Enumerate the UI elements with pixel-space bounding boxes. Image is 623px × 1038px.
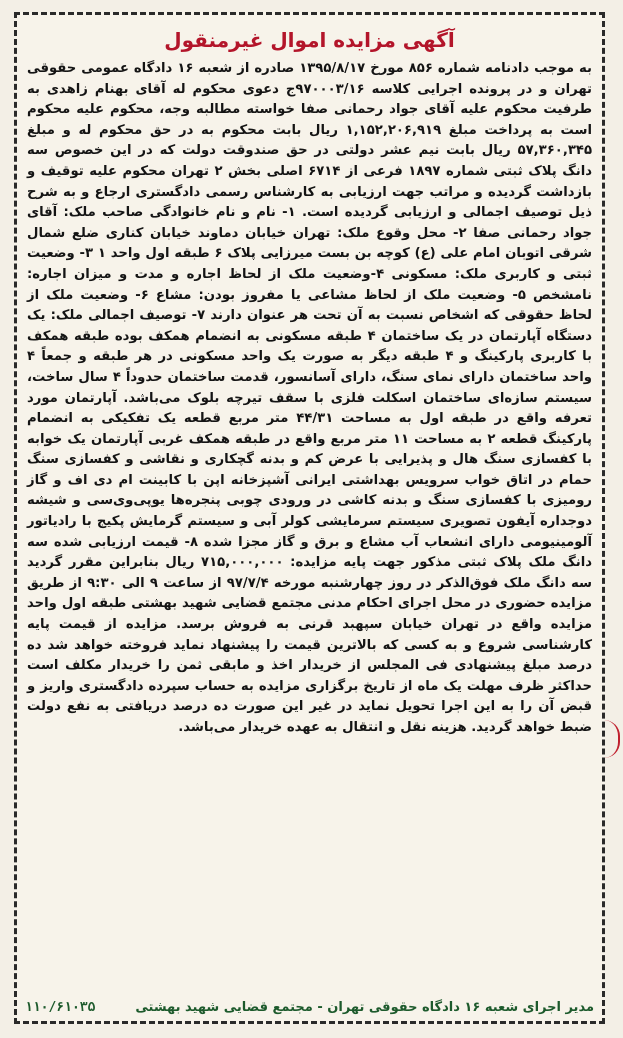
- red-margin-mark: [604, 720, 620, 758]
- legal-notice-box: [14, 12, 605, 1024]
- notice-code: ۱۱۰/۶۱۰۳۵: [25, 1000, 96, 1015]
- notice-signature: مدیر اجرای شعبه ۱۶ دادگاه حقوقی تهران - مجتمع قضایی شهید بهشتی: [135, 1000, 594, 1015]
- notice-body: به موجب دادنامه شماره ۸۵۶ مورخ ۱۳۹۵/۸/۱۷ صادره از شعبه ۱۶ دادگاه عمومی حقوقی تهران و در پرونده اجرایی کلاسه ۹۷۰۰۰۳/۱۶ج دعوی محکوم له آقای بهنام زاهدی به طرفیت محکوم علیه آقای جواد رحمانی صفا خواسته مطالبه وجه، محکوم علیه محکوم است به پرداخت مبلغ ۱,۱۵۲,۲۰۶,۹۱۹ ریال بابت محکوم به در حق محکوم له و مبلغ ۵۷,۳۶۰,۳۴۵ ریال بابت نیم عشر دولتی در حق صندوقت دولت که در این خصوص سه دانگ پلاک ثبتی شماره ۱۸۹۷ فرعی از ۶۷۱۴ اصلی بخش ۲ تهران محکوم علیه توقیف و بازداشت گردیده و مراتب جهت ارزیابی به کارشناس رسمی دادگستری ارجاع و به شرح ذیل توصیف اجمالی و ارزیابی گردیده است. ۱- نام و نام خانوادگی صاحب ملک: آقای جواد رحمانی صفا ۲- محل وقوع ملک: تهران خیابان دماوند خیابان کناری ضلع شمال شرقی اتوبان امام علی (ع) کوچه بن بست میرزایی پلاک ۶ طبقه اول واحد ۱ ۳- وضعیت ثبتی و کاربری ملک: مسکونی ۴-وضعیت ملک از لحاظ اجاره و مدت و میزان اجاره: نامشخص ۵- وضعیت ملک از لحاظ مشاعی یا مفروز بودن: مشاع ۶- وضعیت ملک از لحاظ حقوقی که اشخاص نسبت به آن تحت هر عنوان دارند ۷- توصیف اجمالی ملک: یک دستگاه آپارتمان در یک ساختمان ۴ طبقه مسکونی به انضمام همکف بوده طبقه همکف با کاربری پارکینگ و ۴ طبقه دیگر به صورت یک واحد مسکونی در هر طبقه و جمعاً ۴ واحد ساختمان دارای نمای سنگ، دارای آسانسور، قدمت ساختمان حدوداً ۴ سال ساخت، سیستم سازه‌ای ساختمان اسکلت فلزی با سقف تیرچه بلوک می‌باشد. آپارتمان مورد تعرفه واقع در طبقه اول به مساحت ۴۴/۳۱ متر مربع قطعه یک تفکیکی به انضمام پارکینگ قطعه ۲ به مساحت ۱۱ متر مربع واقع در طبقه همکف غربی آپارتمان یک خوابه با کفسازی سنگ هال و پذیرایی با عرض کم و بدنه گچکاری و نقاشی و کفسازی سنگ حمام در اتاق خواب سرویس بهداشتی ایرانی آشپزخانه اپن با کابینت ام دی اف و گاز رومیزی با کفسازی سنگ و بدنه کاشی در ورودی چوبی پنجره‌ها یوپی‌وی‌سی و شیشه دوجداره آیفون تصویری سیستم سرمایشی کولر آبی و سیستم گرمایش پکیج با رادیاتور آلومینیومی دارای انشعاب آب مشاع و برق و گاز مجزا شده ۸- قیمت ارزیابی شده سه دانگ ملک پلاک ثبتی مذکور جهت پایه مزایده: ۷۱۵,۰۰۰,۰۰۰ ریال بنابراین مقرر گردید سه دانگ ملک فوق‌الذکر در روز چهارشنبه مورخه ۹۷/۷/۴ از ساعت ۹ الی ۹:۳۰ از طریق مزایده حضوری در محل اجرای احکام مدنی مجتمع قضایی شهید بهشتی طبقه اول واحد مزایده واقع در تهران خیابان سپهبد قرنی به فروش برسد. مزایده از قیمت پایه کارشناسی شروع و به کسی که بالاترین قیمت را پیشنهاد نماید فروخته خواهد شد ده درصد مبلغ پیشنهادی فی المجلس از خریدار اخذ و مابقی ثمن را خریدار مکلف است حداکثر ظرف مهلت یک ماه از تاریخ برگزاری مزایده به حساب سپرده دادگستری واریز و قبض آن را به این اجرا تحویل نماید در غیر این صورت ده درصد دریافتی به نفع دولت ضبط خواهد گردید. هزینه نقل و انتقال به عهده خریدار می‌باشد.: [27, 61, 593, 735]
- notice-footer: [25, 1000, 594, 1015]
- notice-title: آگهی مزایده اموال غیرمنقول: [164, 28, 455, 52]
